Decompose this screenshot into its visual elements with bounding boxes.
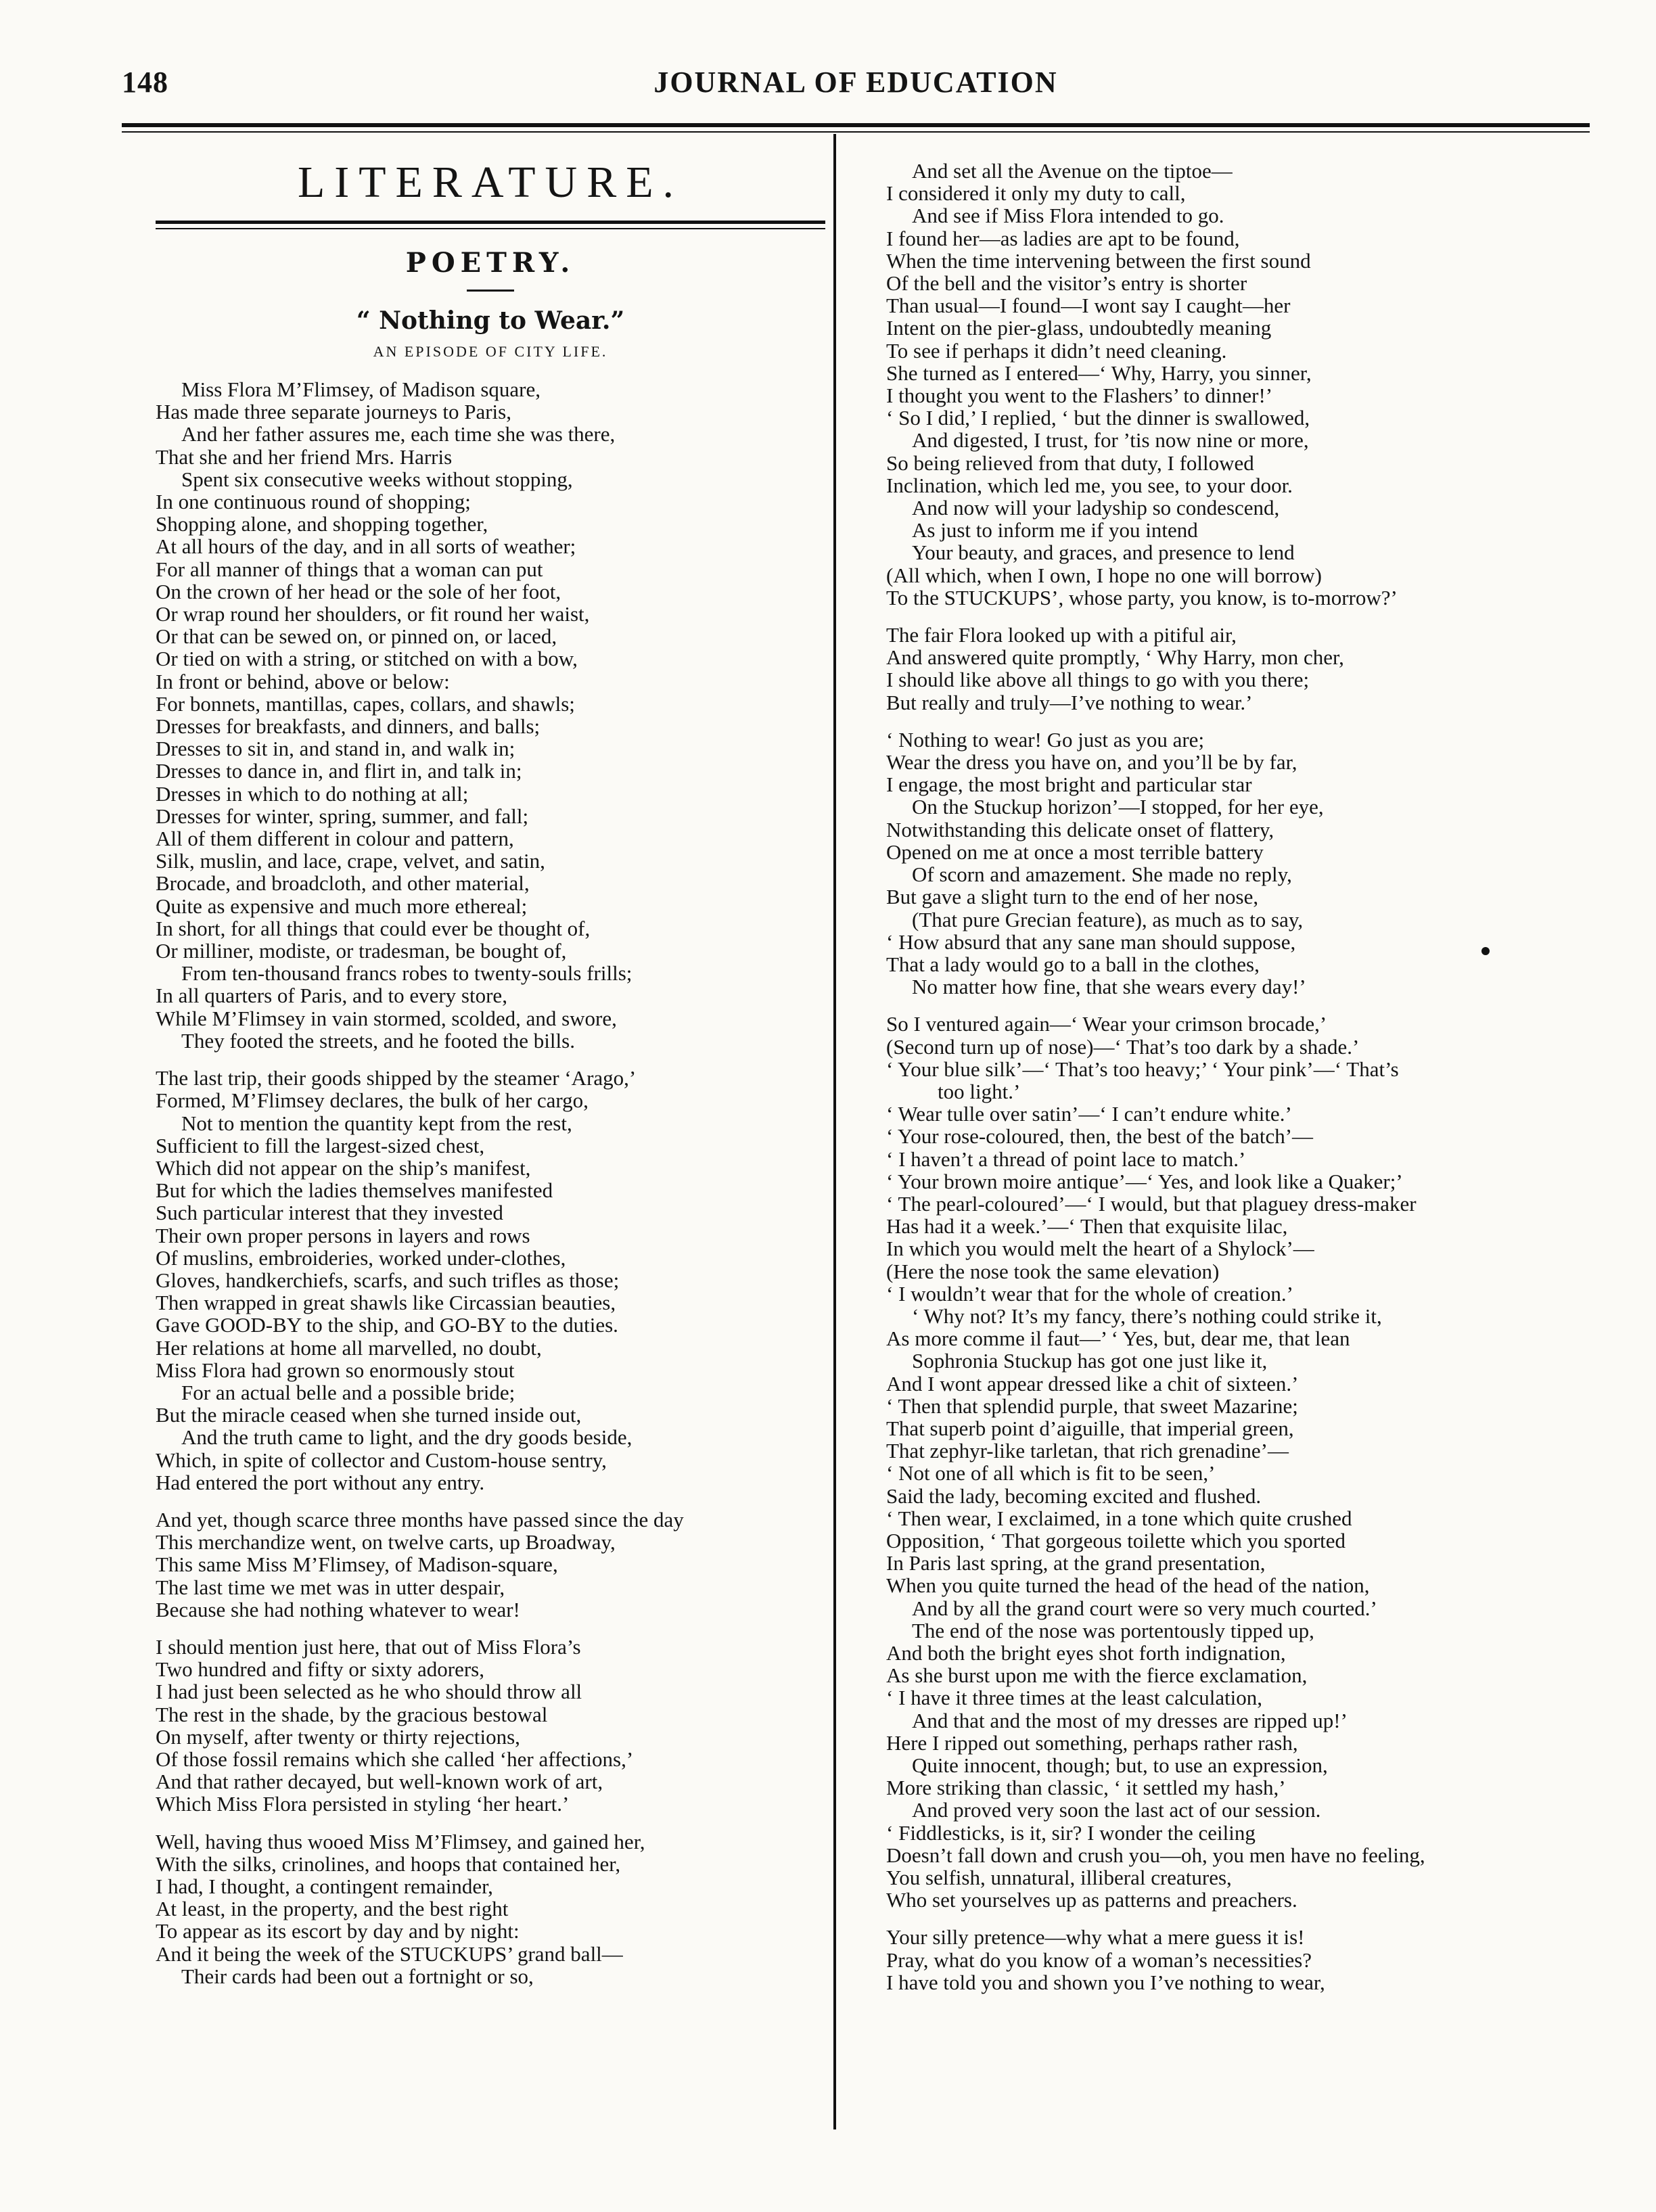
left-column <box>156 142 825 2002</box>
poem-line: ‘ Then that splendid purple, that sweet Mazarine; <box>886 1393 1298 1418</box>
poem-line: This same Miss M’Flimsey, of Madison-square, <box>156 1552 558 1577</box>
poem-line: The last trip, their goods shipped by the steamer ‘Arago,’ <box>156 1066 637 1090</box>
poem-line: And digested, I trust, for ’tis now nine or more, <box>912 428 1309 453</box>
poem-line: And the truth came to light, and the dry goods beside, <box>181 1425 632 1450</box>
poem-line: No matter how fine, that she wears every day!’ <box>912 975 1306 999</box>
column-divider <box>833 134 836 2129</box>
poem-line: Because she had nothing whatever to wear! <box>156 1597 520 1621</box>
poem-line: On the Stuckup horizon’—I stopped, for her eye, <box>912 795 1324 819</box>
header-rule <box>122 123 1590 127</box>
poem-line: ‘ Not one of all which is fit to be seen,’ <box>886 1461 1216 1485</box>
poem-line: But gave a slight turn to the end of her nose, <box>886 885 1259 909</box>
stanza <box>886 1013 1576 1911</box>
poem-line: And by all the grand court were so very much courted.’ <box>912 1596 1377 1620</box>
poem-line: And answered quite promptly, ‘ Why Harry, mon cher, <box>886 645 1344 670</box>
poem-line: On myself, after twenty or thirty rejections, <box>156 1724 520 1749</box>
poem-line: And it being the week of the STUCKUPS’ grand ball— <box>156 1941 623 1966</box>
poem-line: Your silly pretence—why what a mere guess it is! <box>886 1925 1305 1950</box>
poem-line: In short, for all things that could ever be thought of, <box>156 916 591 940</box>
poem-line: ‘ I have it three times at the least calculation, <box>886 1686 1263 1710</box>
stanza <box>156 1508 825 1621</box>
section-title: LITERATURE. <box>297 158 684 207</box>
poem-line: As more comme il faut—’ ‘ Yes, but, dear me, that lean <box>886 1327 1350 1351</box>
poem-line: But for which the ladies themselves manifested <box>156 1178 553 1203</box>
poem-line: At all hours of the day, and in all sorts of weather; <box>156 534 576 559</box>
poem-line: I had, I thought, a contingent remainder, <box>156 1874 493 1898</box>
poem-line: I considered it only my duty to call, <box>886 181 1186 206</box>
poem-line: ‘ The pearl-coloured’—‘ I would, but that plaguey dress-maker <box>886 1191 1417 1216</box>
page-number: 148 <box>122 66 168 99</box>
poem-line: Your beauty, and graces, and presence to lend <box>912 540 1295 565</box>
poem-line: At least, in the property, and the best right <box>156 1897 509 1921</box>
poem-line: Doesn’t fall down and crush you—oh, you men have no feeling, <box>886 1843 1425 1867</box>
poem-line: Of those fossil remains which she called ‘her affections,’ <box>156 1747 634 1771</box>
poem-line: That she and her friend Mrs. Harris <box>156 444 453 469</box>
poem-line: Wear the dress you have on, and you’ll be by far, <box>886 750 1297 775</box>
poem-line: Of the bell and the visitor’s entry is shorter <box>886 271 1247 296</box>
right-column <box>886 160 1576 2008</box>
subsection-title: POETRY. <box>405 247 576 279</box>
poem-line: That a lady would go to a ball in the clothes, <box>886 952 1260 976</box>
poem-line: I have told you and shown you I’ve nothing to wear, <box>886 1970 1325 1994</box>
poem-line: Brocade, and broadcloth, and other material, <box>156 871 530 896</box>
stanza <box>886 729 1576 998</box>
poem-line: I should mention just here, that out of Miss Flora’s <box>156 1634 581 1659</box>
stanza <box>156 1067 825 1494</box>
poem-line: Or tied on with a string, or stitched on with a bow, <box>156 647 578 671</box>
poem-line: You selfish, unnatural, illiberal creatures, <box>886 1866 1232 1890</box>
poem-line: To appear as its escort by day and by night: <box>156 1919 520 1943</box>
poem-line: Opened on me at once a most terrible battery <box>886 839 1264 864</box>
poem-line: This merchandize went, on twelve carts, up Broadway, <box>156 1530 616 1554</box>
poem-line: I had just been selected as he who should throw all <box>156 1680 582 1704</box>
stanza <box>886 1926 1576 1994</box>
poem-line: Who set yourselves up as patterns and preachers. <box>886 1888 1297 1912</box>
poem-line: Gave GOOD-BY to the ship, and GO-BY to the duties. <box>156 1313 618 1337</box>
poem-line: Sophronia Stuckup has got one just like it, <box>912 1349 1268 1373</box>
poem-line: Which Miss Flora persisted in styling ‘her heart.’ <box>156 1792 570 1816</box>
poem-line: In which you would melt the heart of a Shylock’— <box>886 1237 1314 1261</box>
poem-line: Such particular interest that they invested <box>156 1201 503 1225</box>
poem-line: Had entered the port without any entry. <box>156 1470 485 1494</box>
poem-line: Of scorn and amazement. She made no reply, <box>912 862 1292 887</box>
poem-line: Inclination, which led me, you see, to your door. <box>886 473 1293 497</box>
poem-line: ‘ Then wear, I exclaimed, in a tone which quite crushed <box>886 1506 1352 1530</box>
poem-line: Has had it a week.’—‘ Then that exquisite lilac, <box>886 1214 1288 1239</box>
poem-line: Quite innocent, though; but, to use an expression, <box>912 1753 1328 1778</box>
header-rule-thin <box>122 131 1590 133</box>
poem-line: The fair Flora looked up with a pitiful air, <box>886 623 1237 647</box>
poem-line: And both the bright eyes shot forth indignation, <box>886 1641 1286 1665</box>
poem-line: Or that can be sewed on, or pinned on, or laced, <box>156 624 557 649</box>
poem-line: For bonnets, mantillas, capes, collars, and shawls; <box>156 691 575 716</box>
poem-line: Here I ripped out something, perhaps rather rash, <box>886 1730 1298 1755</box>
poem-line: And yet, though scarce three months have passed since the day <box>156 1507 684 1531</box>
left-poem-text <box>156 378 825 1987</box>
poem-line: When you quite turned the head of the head of the nation, <box>886 1573 1370 1598</box>
poem-line: And see if Miss Flora intended to go. <box>912 204 1224 228</box>
poem-line: Her relations at home all marvelled, no doubt, <box>156 1335 542 1360</box>
short-rule <box>467 290 514 292</box>
stanza <box>156 1830 825 1987</box>
poem-line: With the silks, crinolines, and hoops that contained her, <box>156 1851 621 1876</box>
poem-line: Said the lady, becoming excited and flushed. <box>886 1483 1262 1508</box>
poem-line: Miss Flora M’Flimsey, of Madison square, <box>181 377 540 401</box>
stanza <box>156 1636 825 1816</box>
poem-line: Or milliner, modiste, or tradesman, be bought of, <box>156 939 567 963</box>
poem-line: Spent six consecutive weeks without stopping, <box>181 467 573 491</box>
poem-line: So I ventured again—‘ Wear your crimson brocade,’ <box>886 1012 1327 1036</box>
poem-line: While M’Flimsey in vain stormed, scolded, and swore, <box>156 1006 617 1030</box>
page-header <box>122 65 1590 112</box>
poem-line: So being relieved from that duty, I followed <box>886 451 1254 475</box>
poem-line: As just to inform me if you intend <box>912 518 1198 543</box>
poem-line: That superb point d’aiguille, that imperial green, <box>886 1416 1294 1440</box>
poem-line: ‘ Wear tulle over satin’—‘ I can’t endure white.’ <box>886 1102 1292 1126</box>
poem-line: Dresses to dance in, and flirt in, and talk in; <box>156 759 522 783</box>
poem-line: ‘ Fiddlesticks, is it, sir? I wonder the ceiling <box>886 1820 1256 1845</box>
poem-line: I engage, the most bright and particular star <box>886 773 1252 797</box>
poem-line: And her father assures me, each time she was there, <box>181 422 616 446</box>
poem-line: Has made three separate journeys to Paris, <box>156 400 511 424</box>
poem-line: Not to mention the quantity kept from the rest, <box>181 1111 572 1135</box>
poem-subtitle: AN EPISODE OF CITY LIFE. <box>373 343 608 360</box>
poem-line: Intent on the pier-glass, undoubtedly meaning <box>886 316 1272 340</box>
poem-line: Their own proper persons in layers and rows <box>156 1223 530 1247</box>
poem-line: For all manner of things that a woman can put <box>156 557 543 581</box>
poem-line: To see if perhaps it didn’t need cleaning. <box>886 338 1227 363</box>
poem-line: For an actual belle and a possible bride; <box>181 1380 515 1404</box>
poem-line: ‘ Your rose-coloured, then, the best of the batch’— <box>886 1124 1314 1149</box>
poem-line: And now will your ladyship so condescend, <box>912 496 1280 520</box>
poem-line: Than usual—I found—I wont say I caught—her <box>886 294 1291 318</box>
stanza <box>886 624 1576 714</box>
poem-line: They footed the streets, and he footed the bills. <box>181 1028 575 1053</box>
poem-line: ‘ I wouldn’t wear that for the whole of creation.’ <box>886 1281 1293 1306</box>
right-poem-text <box>886 160 1576 1994</box>
poem-line: Well, having thus wooed Miss M’Flimsey, and gained her, <box>156 1829 645 1853</box>
poem-line: Of muslins, embroideries, worked under-clothes, <box>156 1245 566 1270</box>
poem-line: ‘ So I did,’ I replied, ‘ but the dinner is swallowed, <box>886 406 1310 430</box>
ink-speck <box>1481 947 1490 955</box>
poem-line: Dresses to sit in, and stand in, and walk in; <box>156 737 515 761</box>
poem-line: That zephyr-like tarletan, that rich grenadine’— <box>886 1439 1289 1463</box>
poem-line: Opposition, ‘ That gorgeous toilette which you sported <box>886 1528 1346 1552</box>
poem-line: I thought you went to the Flashers’ to dinner!’ <box>886 384 1273 408</box>
poem-line: ‘ Why not? It’s my fancy, there’s nothing could strike it, <box>912 1304 1382 1328</box>
poem-line: Notwithstanding this delicate onset of flattery, <box>886 817 1274 842</box>
poem-line: But really and truly—I’ve nothing to wear.’ <box>886 690 1253 714</box>
poem-line: (That pure Grecian feature), as much as to say, <box>912 907 1304 931</box>
poem-line: Or wrap round her shoulders, or fit round her waist, <box>156 602 590 626</box>
poem-line: The last time we met was in utter despair, <box>156 1575 505 1599</box>
poem-line: And that rather decayed, but well-known work of art, <box>156 1770 603 1794</box>
poem-line: More striking than classic, ‘ it settled my hash,’ <box>886 1776 1286 1800</box>
poem-line: From ten-thousand francs robes to twenty-souls frills; <box>181 961 632 986</box>
stanza <box>886 160 1576 609</box>
poem-line: And proved very soon the last act of our session. <box>912 1798 1321 1822</box>
poem-line: All of them different in colour and pattern, <box>156 827 514 851</box>
poem-line: And that and the most of my dresses are ripped up!’ <box>912 1708 1348 1732</box>
poem-line: (Second turn up of nose)—‘ That’s too dark by a shade.’ <box>886 1034 1360 1059</box>
poem-line: Their cards had been out a fortnight or so, <box>181 1964 534 1988</box>
poem-line: Formed, M’Flimsey declares, the bulk of her cargo, <box>156 1088 589 1113</box>
poem-line: On the crown of her head or the sole of her foot, <box>156 579 561 603</box>
poem-line: Two hundred and fifty or sixty adorers, <box>156 1657 484 1682</box>
poem-line: Dresses in which to do nothing at all; <box>156 781 469 806</box>
poem-line: In one continuous round of shopping; <box>156 490 471 514</box>
poem-line: Dresses for winter, spring, summer, and fall; <box>156 804 529 828</box>
poem-line: (All which, when I own, I hope no one will borrow) <box>886 563 1322 587</box>
poem-line: ‘ I haven’t a thread of point lace to match.’ <box>886 1147 1246 1171</box>
poem-line: The end of the nose was portentously tipped up, <box>912 1618 1314 1642</box>
poem-line: Shopping alone, and shopping together, <box>156 512 488 536</box>
poem-line: Which did not appear on the ship’s manifest, <box>156 1155 531 1180</box>
section-rule <box>156 221 825 229</box>
poem-line: And set all the Avenue on the tiptoe— <box>912 159 1233 183</box>
poem-line: Silk, muslin, and lace, crape, velvet, and satin, <box>156 849 545 873</box>
poem-line: (Here the nose took the same elevation) <box>886 1259 1220 1283</box>
poem-line: I found her—as ladies are apt to be found, <box>886 226 1240 250</box>
poem-line: She turned as I entered—‘ Why, Harry, you sinner, <box>886 361 1312 385</box>
poem-line: Miss Flora had grown so enormously stout <box>156 1358 515 1382</box>
poem-line: When the time intervening between the first sound <box>886 248 1311 273</box>
poem-line: Gloves, handkerchiefs, scarfs, and such trifles as those; <box>156 1268 620 1292</box>
poem-line: The rest in the shade, by the gracious bestowal <box>156 1702 548 1726</box>
poem-line: In front or behind, above or below: <box>156 669 450 693</box>
running-title: JOURNAL OF EDUCATION <box>653 66 1058 99</box>
poem-line: Quite as expensive and much more ethereal; <box>156 894 528 918</box>
poem-line: Pray, what do you know of a woman’s necessities? <box>886 1948 1312 1972</box>
stanza <box>156 378 825 1052</box>
poem-line: Dresses for breakfasts, and dinners, and balls; <box>156 714 540 739</box>
poem-line: In Paris last spring, at the grand presentation, <box>886 1551 1266 1575</box>
poem-line: ‘ Your blue silk’—‘ That’s too heavy;’ ‘ Your pink’—‘ That’s <box>886 1057 1399 1081</box>
poem-line: Which, in spite of collector and Custom-house sentry, <box>156 1448 607 1472</box>
poem-line: Sufficient to fill the largest-sized chest, <box>156 1133 485 1157</box>
poem-line: ‘ Your brown moire antique’—‘ Yes, and look like a Quaker;’ <box>886 1169 1403 1193</box>
poem-line: As she burst upon me with the fierce exclamation, <box>886 1663 1308 1688</box>
poem-line: And I wont appear dressed like a chit of sixteen.’ <box>886 1371 1299 1396</box>
poem-line: In all quarters of Paris, and to every store, <box>156 984 507 1008</box>
poem-line: To the STUCKUPS’, whose party, you know, is to-morrow?’ <box>886 585 1398 609</box>
poem-line: Then wrapped in great shawls like Circassian beauties, <box>156 1291 616 1315</box>
poem-line: too light.’ <box>938 1079 1021 1103</box>
poem-line: ‘ How absurd that any sane man should suppose, <box>886 929 1296 954</box>
poem-line: I should like above all things to go with you there; <box>886 668 1310 692</box>
poem-line: ‘ Nothing to wear! Go just as you are; <box>886 727 1205 752</box>
poem-title: “ Nothing to Wear.” <box>356 306 625 335</box>
poem-line: But the miracle ceased when she turned inside out, <box>156 1403 582 1427</box>
